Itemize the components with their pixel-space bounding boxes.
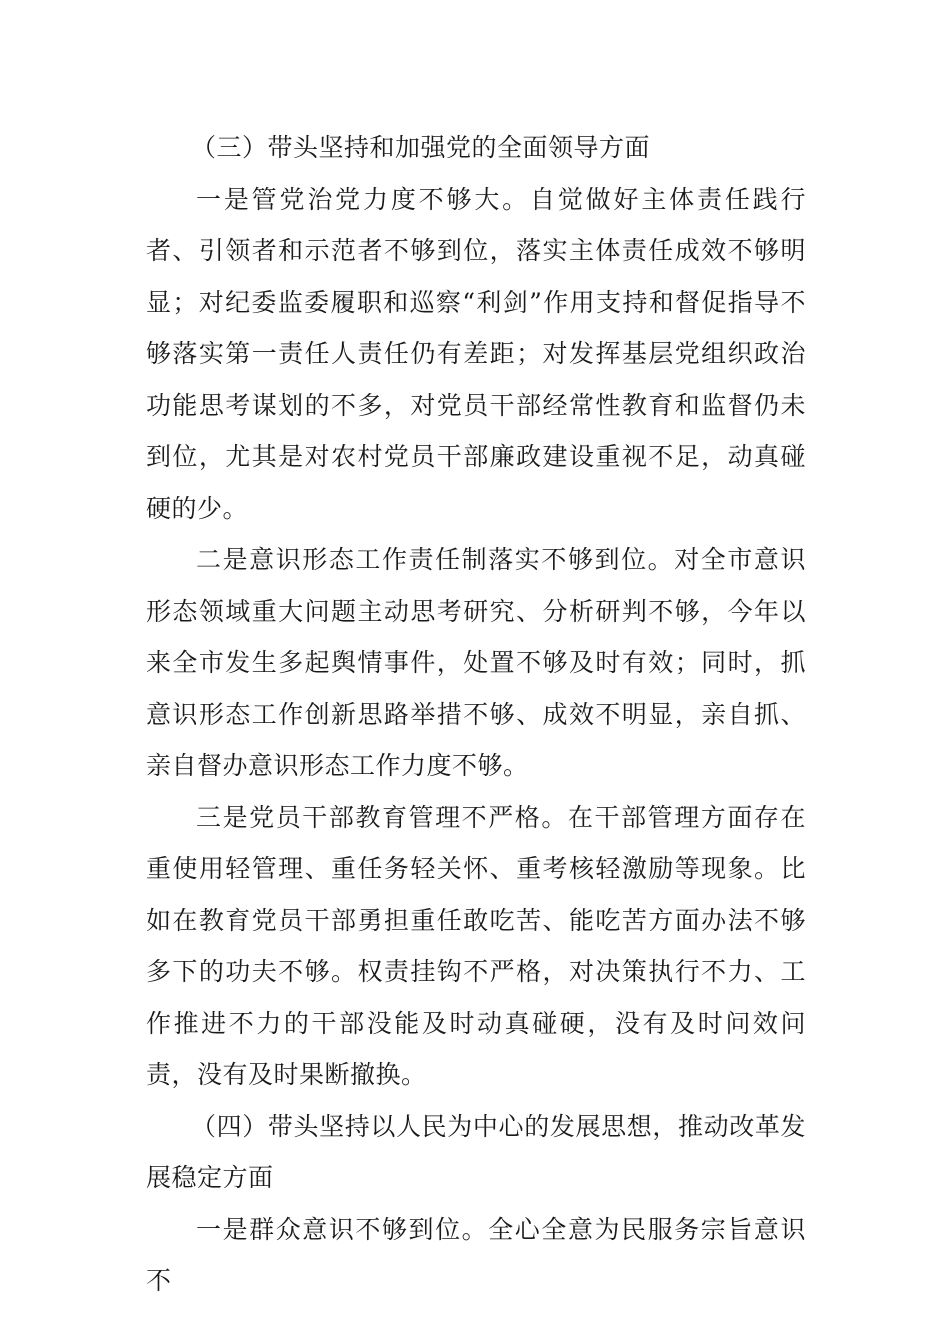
paragraph-ideology: 二是意识形态工作责任制落实不够到位。对全市意识形态领域重大问题主动思考研究、分析研判不够，今年以来全市发生多起舆情事件，处置不够及时有效；同时，抓意识形态工作创新思路举措不够、成效不明显，亲自抓、亲自督办意识形态工作力度不够。 <box>146 545 806 780</box>
document-body <box>146 122 806 1307</box>
paragraph-cadre-education: 三是党员干部教育管理不严格。在干部管理方面存在重使用轻管理、重任务轻关怀、重考核轻激励等现象。比如在教育党员干部勇担重任敢吃苦、能吃苦方面办法不够多下的功夫不够。权责挂钩不严格，对决策执行不力、工作推进不力的干部没能及时动真碰硬，没有及时问效问责，没有及时果断撤换。 <box>146 802 806 1089</box>
paragraph-management: 一是管党治党力度不够大。自觉做好主体责任践行者、引领者和示范者不够到位，落实主体责任成效不够明显；对纪委监委履职和巡察“利剑”作用支持和督促指导不够落实第一责任人责任仍有差距；对发挥基层党组织政治功能思考谋划的不多，对党员干部经常性教育和监督仍未到位，尤其是对农村党员干部廉政建设重视不足，动真碰硬的少。 <box>146 184 806 523</box>
section-heading-4: （四）带头坚持以人民为中心的发展思想，推动改革发展稳定方面 <box>146 1111 806 1192</box>
section-heading-3: （三）带头坚持和加强党的全面领导方面 <box>191 133 651 162</box>
paragraph-mass-awareness: 一是群众意识不够到位。全心全意为民服务宗旨意识不 <box>146 1214 806 1295</box>
